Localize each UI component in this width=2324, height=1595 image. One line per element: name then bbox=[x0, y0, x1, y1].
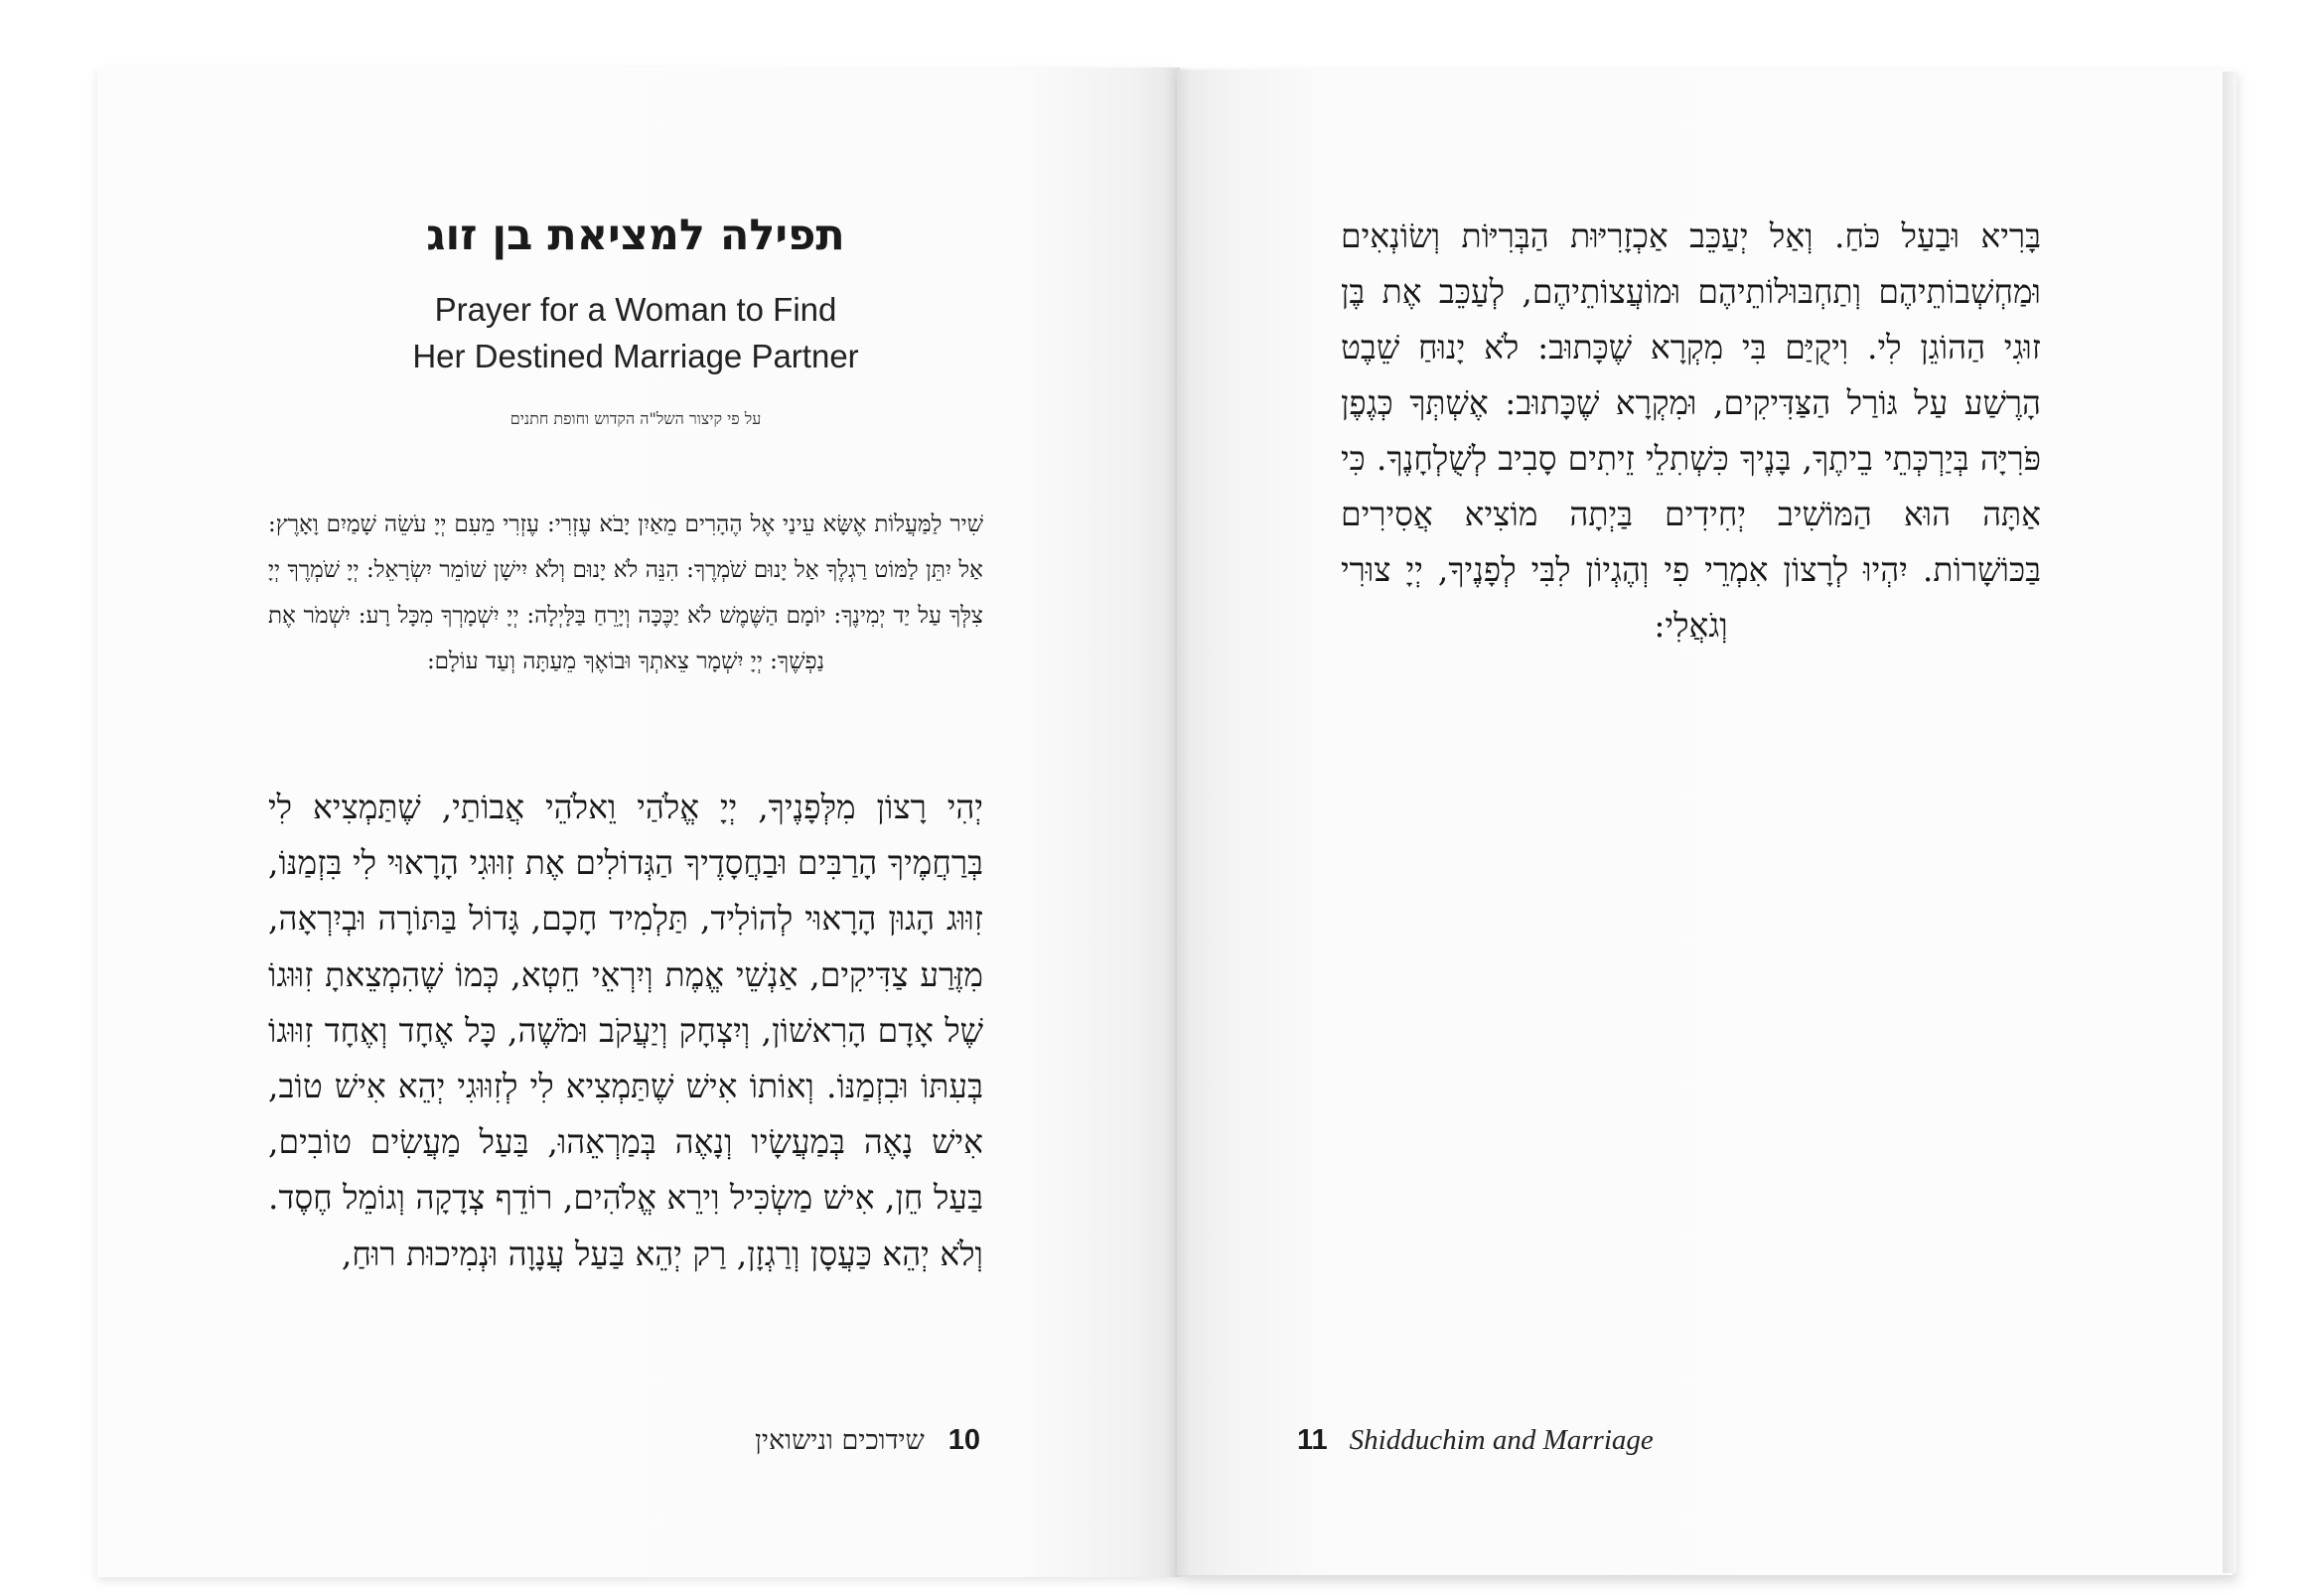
book-gutter bbox=[1164, 68, 1190, 1577]
running-title-english: Shidduchim and Marriage bbox=[1349, 1424, 1654, 1456]
title-english-line-2: Her Destined Marriage Partner bbox=[412, 338, 859, 374]
title-english-line-1: Prayer for a Woman to Find bbox=[434, 291, 837, 328]
footer-right bbox=[1297, 1424, 1654, 1457]
prayer-text-left: יְהִי רָצוֹן מִלְּפָנֶיךָ, יְיָ אֱלֹהַי וֵאלֹהֵי אֲבוֹתַי, שֶׁתַּמְצִיא לִי בְּרַחֲמֶיךָ הָרַבִּים וּבַחֲסָדֶיךָ הַגְּדוֹלִים אֶת זִוּוּגִי הָרָאוּי לִי בִּזְמַנּוֹ, זִוּוּג הָגוּן הָרָאוּי לְהוֹלִיד, תַּלְמִיד חָכָם, גָּדוֹל בַּתּוֹרָה וּבְיִרְאָה, מִזֶּרַע צַדִּיקִים, אַנְשֵׁי אֱמֶת וְיִרְאֵי חֵטְא, כְּמוֹ שֶׁהִמְצֵאתָ זִוּוּגוֹ שֶׁל אָדָם הָרִאשׁוֹן, וְיִצְחָק וְיַעֲקֹב וּמֹשֶׁה, כָּל אֶחָד וְאֶחָד זִוּוּגוֹ בְּעִתּוֹ וּבִזְמַנּוֹ. וְאוֹתוֹ אִישׁ שֶׁתַּמְצִיא לִי לְזִוּוּגִי יְהֵא אִישׁ טוֹב, אִישׁ נָאֶה בְּמַעֲשָׂיו וְנָאֶה בְּמַרְאֵהוּ, בַּעַל מַעֲשִׂים טוֹבִים, בַּעַל חֵן, אִישׁ מַשְׂכִּיל וִירֵא אֱלֹהִים, רוֹדֵף צְדָקָה וְגוֹמֵל חֶסֶד. וְלֹא יְהֵא כַּעֲסָן וְרַגְזָן, רַק יְהֵא בַּעַל עֲנָוָה וּנְמִיכוּת רוּחַ, bbox=[268, 788, 983, 1273]
running-title-hebrew: שידוכים ונישואין bbox=[755, 1425, 925, 1456]
footer-left bbox=[755, 1424, 980, 1457]
page-number-right: 11 bbox=[1297, 1424, 1328, 1456]
source-note: על פי קיצור השל"ה הקדוש וחופת חתנים bbox=[509, 409, 762, 428]
title-hebrew: תפילה למציאת בן זוג bbox=[426, 211, 845, 260]
right-page-edge bbox=[2223, 72, 2237, 1573]
title-english bbox=[328, 286, 944, 379]
prayer-text-right: בָּרִיא וּבַעַל כֹּחַ. וְאַל יְעַכֵּב אַכְזָרִיּוּת הַבְּרִיּוֹת וְשׂוֹנְאִים וּמַחְשְׁבוֹתֵיהֶם וְתַחְבּוּלוֹתֵיהֶם וּמוֹעֲצוֹתֵיהֶם, לְעַכֵּב אֶת בֶּן זוּגִי הַהוֹגֵן לִי. וִיקֻיַּם בִּי מִקְרָא שֶׁכָּתוּב: לֹא יָנוּחַ שֵׁבֶט הָרֶשַׁע עַל גּוֹרַל הַצַּדִּיקִים, וּמִקְרָא שֶׁכָּתוּב: אֶשְׁתְּךָ כְּגֶפֶן פֹּרִיָּה בְּיַרְכְּתֵי בֵיתֶךָ, בָּנֶיךָ כִּשְׁתִלֵי זֵיתִים סָבִיב לְשֻׁלְחָנֶךָ. כִּי אַתָּה הוּא הַמּוֹשִׁיב יְחִידִים בַּיְתָה מוֹצִיא אֲסִירִים בַּכּוֹשָׁרוֹת. יִהְיוּ לְרָצוֹן אִמְרֵי פִי וְהֶגְיוֹן לִבִּי לְפָנֶיךָ, יְיָ צוּרִי וְגֹאֲלִי: bbox=[1341, 217, 2041, 645]
page-number-left: 10 bbox=[947, 1424, 981, 1456]
psalm-text: שִׁיר לַמַּעֲלוֹת אֶשָּׂא עֵינַי אֶל הֶהָרִים מֵאַיִן יָבֹא עֶזְרִי: עֶזְרִי מֵעִם יְיָ עֹשֵׂה שָׁמַיִם וָאָרֶץ: אַל יִתֵּן לַמּוֹט רַגְלֶךָ אַל יָנוּם שֹׁמְרֶךָ: הִנֵּה לֹא יָנוּם וְלֹא יִישָׁן שׁוֹמֵר יִשְׂרָאֵל: יְיָ שֹׁמְרֶךָ יְיָ צִלְּךָ עַל יַד יְמִינֶךָ: יוֹמָם הַשֶּׁמֶשׁ לֹא יַכֶּכָּה וְיָרֵחַ בַּלָּיְלָה: יְיָ יִשְׁמָרְךָ מִכָּל רָע: יִשְׁמֹר אֶת נַפְשֶׁךָ: יְיָ יִשְׁמָר צֵאתְךָ וּבוֹאֶךָ מֵעַתָּה וְעַד עוֹלָם: bbox=[268, 511, 983, 674]
